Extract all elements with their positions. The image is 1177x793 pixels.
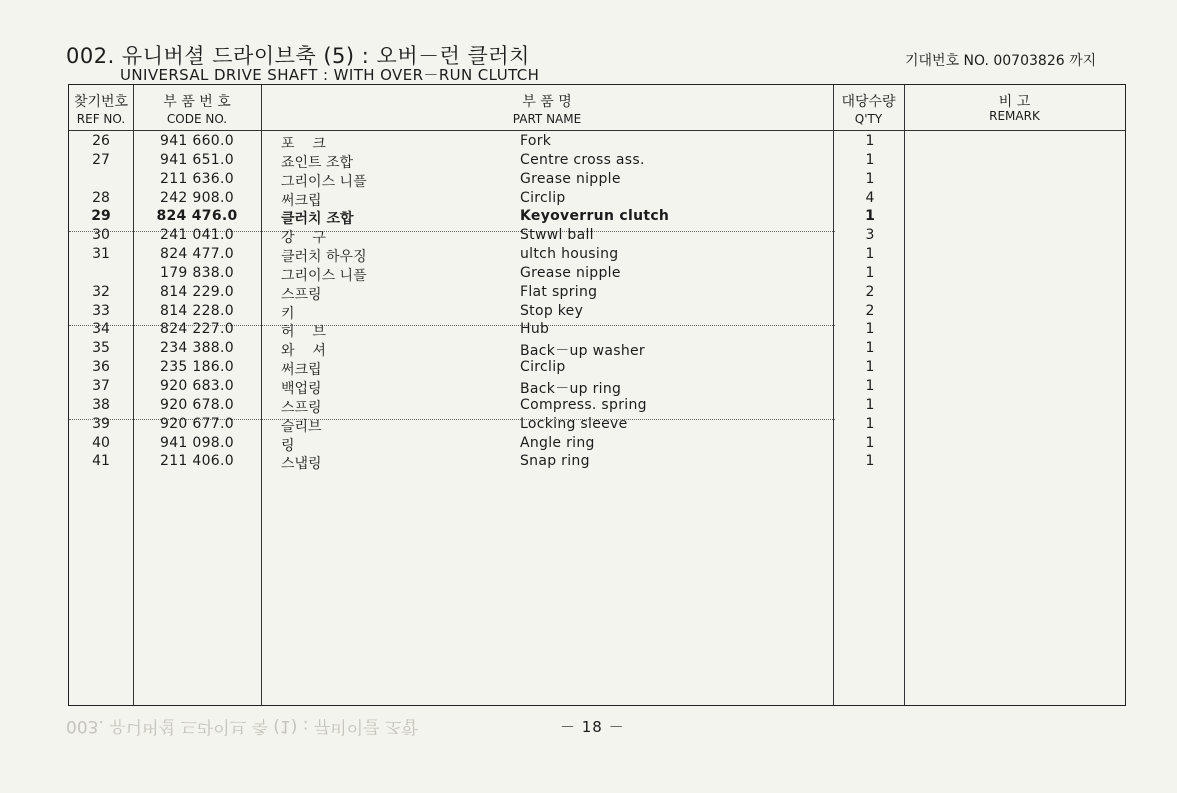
parts-table xyxy=(68,84,1126,706)
ref-number: 36 xyxy=(92,359,110,376)
page-title-korean: 002. 유니버셜 드라이브축 (5) : 오버－런 클러치 xyxy=(66,44,530,68)
part-name-ko: 와 셔 xyxy=(281,343,326,360)
serial-number-range: 기대번호 NO. 00703826 까지 xyxy=(905,53,1097,69)
part-name-en: Fork xyxy=(520,133,552,149)
part-name-ko: 허 브 xyxy=(281,324,326,341)
header-qty-ko: 대당수량 xyxy=(841,94,896,110)
part-name-ko: 링 xyxy=(281,437,295,454)
ref-number: 37 xyxy=(92,377,110,394)
part-name-ko: 슬리브 xyxy=(281,418,322,435)
table-row xyxy=(69,416,1127,435)
ref-number: 35 xyxy=(92,340,110,357)
part-name-ko: 그리이스 니플 xyxy=(281,173,367,190)
part-name-ko: 스프링 xyxy=(281,399,322,416)
part-name-en: Centre cross ass. xyxy=(520,151,645,168)
table-row xyxy=(69,321,1127,340)
header-ref-ko: 찾기번호 xyxy=(73,94,129,110)
table-row xyxy=(69,265,1127,284)
header-code-en: CODE NO. xyxy=(166,112,228,126)
part-code: 241 041.0 xyxy=(160,227,234,244)
part-code: 824 227.0 xyxy=(160,321,234,338)
part-name-ko: 키 xyxy=(281,305,295,322)
part-name-en: Snap ring xyxy=(520,453,590,470)
part-name-ko: 스프링 xyxy=(281,286,322,303)
table-row xyxy=(69,303,1127,322)
part-name-ko: 백업링 xyxy=(281,380,322,397)
part-name-en: Circlip xyxy=(520,359,566,376)
table-row xyxy=(69,397,1127,416)
quantity: 1 xyxy=(865,133,875,149)
part-name-ko: 스냅링 xyxy=(281,456,322,473)
quantity: 4 xyxy=(865,189,875,206)
header-remark-en: REMARK xyxy=(989,109,1040,123)
quantity: 1 xyxy=(865,208,875,225)
part-name-en: Grease nipple xyxy=(520,264,621,281)
table-row xyxy=(69,246,1127,265)
part-name-ko: 클러치 조합 xyxy=(281,211,354,228)
part-code: 920 683.0 xyxy=(160,377,234,394)
bleed-through-text: 003. 유니버셜 드라이브 축 (1) : 큐비이클 조합 xyxy=(66,716,418,736)
part-name-en: Back－up washer xyxy=(520,343,645,360)
ref-number: 28 xyxy=(92,189,110,206)
part-code: 179 838.0 xyxy=(160,264,234,281)
part-name-ko: 그리이스 니플 xyxy=(281,267,367,284)
quantity: 1 xyxy=(865,453,875,470)
part-code: 814 229.0 xyxy=(160,283,234,300)
quantity: 2 xyxy=(865,283,875,300)
part-name-en: Back－up ring xyxy=(520,380,622,397)
page-number: － 18 － xyxy=(560,718,625,736)
ref-number: 40 xyxy=(92,434,110,451)
quantity: 1 xyxy=(865,321,875,338)
header-divider xyxy=(69,130,1125,131)
part-code: 941 651.0 xyxy=(160,151,234,168)
header-name-en: PART NAME xyxy=(512,112,582,126)
part-code: 814 228.0 xyxy=(160,302,234,319)
quantity: 1 xyxy=(865,359,875,376)
part-code: 920 677.0 xyxy=(160,415,234,432)
part-name-en: Hub xyxy=(520,321,550,338)
quantity: 1 xyxy=(865,377,875,394)
part-code: 242 908.0 xyxy=(160,189,234,206)
header-remark-ko: 비 고 xyxy=(998,94,1031,110)
ref-number: 31 xyxy=(92,246,110,263)
part-name-en: Flat spring xyxy=(520,283,598,300)
part-code: 824 476.0 xyxy=(156,208,238,225)
part-name-ko: 포 크 xyxy=(281,136,326,152)
header-name-ko: 부 품 명 xyxy=(522,94,572,110)
quantity: 1 xyxy=(865,170,875,187)
quantity: 1 xyxy=(865,151,875,168)
part-name-en: Stwwl ball xyxy=(520,227,594,244)
part-code: 941 098.0 xyxy=(160,434,234,451)
part-name-ko: 죠인트 조합 xyxy=(281,154,354,171)
quantity: 3 xyxy=(865,227,875,244)
ref-number: 26 xyxy=(92,133,110,149)
table-row xyxy=(69,453,1127,472)
table-row xyxy=(69,133,1127,152)
page-title-english: UNIVERSAL DRIVE SHAFT : WITH OVER－RUN CLUTCH xyxy=(120,66,540,84)
part-name-en: Compress. spring xyxy=(520,396,647,413)
part-name-en: Locking sleeve xyxy=(520,415,628,432)
part-name-en: Angle ring xyxy=(520,434,595,451)
ref-number: 41 xyxy=(92,453,110,470)
quantity: 1 xyxy=(865,340,875,357)
part-code: 234 388.0 xyxy=(160,340,234,357)
table-row xyxy=(69,340,1127,359)
header-code-ko: 부 품 번 호 xyxy=(163,94,231,110)
table-row xyxy=(69,359,1127,378)
quantity: 1 xyxy=(865,246,875,263)
part-name-ko: 클러치 하우징 xyxy=(281,249,367,266)
quantity: 1 xyxy=(865,264,875,281)
table-row xyxy=(69,378,1127,397)
ref-number: 32 xyxy=(92,283,110,300)
parts-rows xyxy=(69,133,1127,472)
ref-number: 38 xyxy=(92,396,110,413)
ref-number: 30 xyxy=(92,227,110,244)
part-name-en: Stop key xyxy=(520,302,584,319)
ref-number: 34 xyxy=(92,321,110,338)
table-row xyxy=(69,171,1127,190)
part-code: 920 678.0 xyxy=(160,396,234,413)
part-name-en: Circlip xyxy=(520,189,566,206)
part-name-ko: 강 구 xyxy=(281,230,326,247)
part-code: 211 406.0 xyxy=(160,453,234,470)
table-row xyxy=(69,227,1127,246)
table-row xyxy=(69,208,1127,227)
part-name-ko: 써크립 xyxy=(281,362,322,379)
header-qty-en: Q'TY xyxy=(854,112,883,126)
part-name-en: ultch housing xyxy=(520,246,619,263)
quantity: 1 xyxy=(865,434,875,451)
quantity: 1 xyxy=(865,396,875,413)
quantity: 2 xyxy=(865,302,875,319)
ref-number: 39 xyxy=(92,415,110,432)
part-code: 941 660.0 xyxy=(160,133,234,149)
ref-number: 33 xyxy=(92,302,110,319)
part-code: 824 477.0 xyxy=(160,246,234,263)
ref-number: 29 xyxy=(91,208,111,225)
part-name-ko: 써크립 xyxy=(281,192,322,209)
part-name-en: Grease nipple xyxy=(520,170,621,187)
table-row xyxy=(69,284,1127,303)
header-ref-en: REF NO. xyxy=(76,112,126,126)
quantity: 1 xyxy=(865,415,875,432)
part-code: 235 186.0 xyxy=(160,359,234,376)
table-row xyxy=(69,152,1127,171)
table-row xyxy=(69,190,1127,209)
ref-number: 27 xyxy=(92,151,110,168)
part-code: 211 636.0 xyxy=(160,170,234,187)
table-row xyxy=(69,435,1127,454)
part-name-en: Keyoverrun clutch xyxy=(520,208,670,225)
